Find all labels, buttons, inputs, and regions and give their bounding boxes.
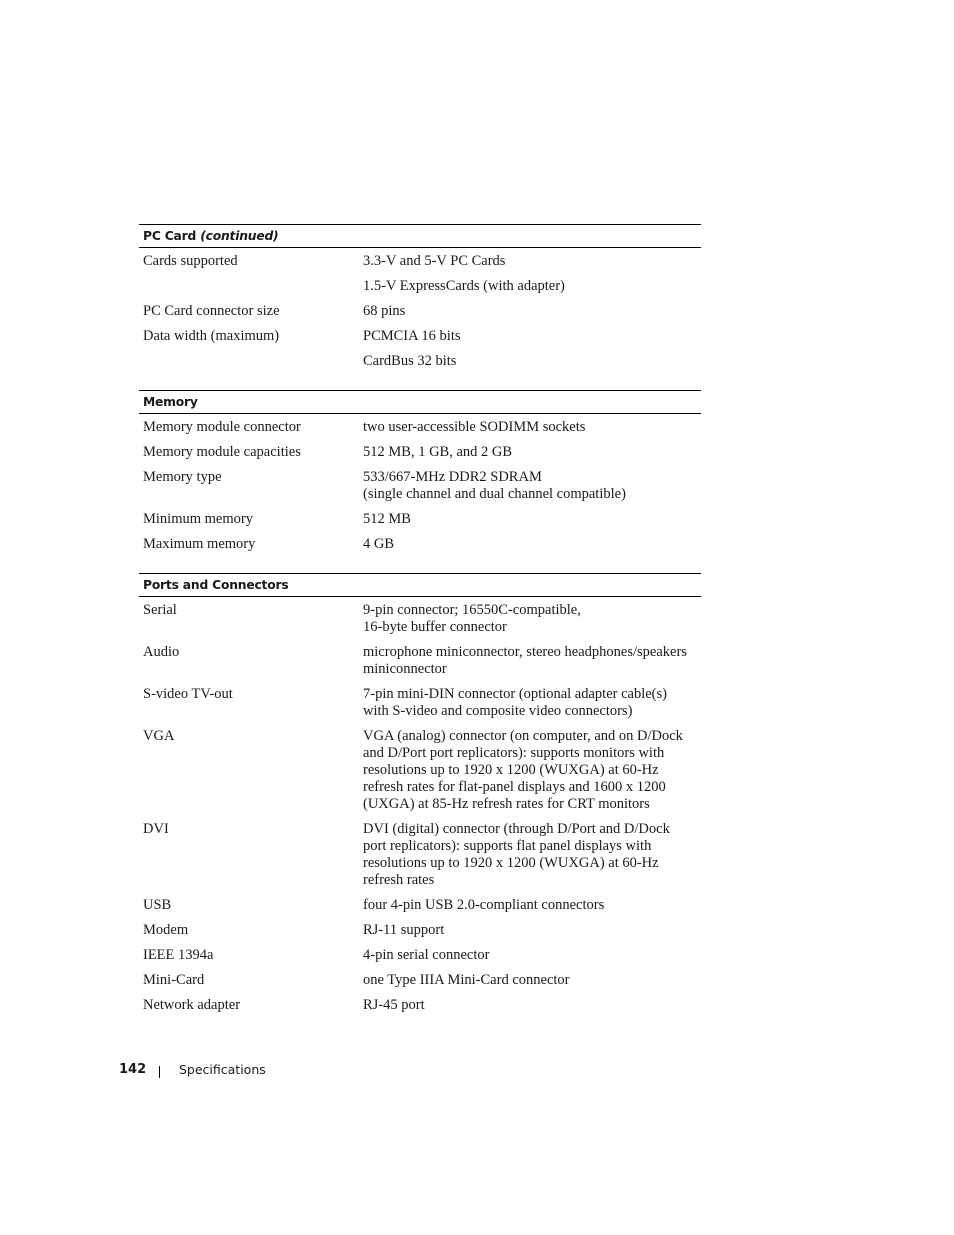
spec-value-paragraph	[363, 278, 701, 295]
spec-value-line: microphone miniconnector, stereo headphones/speakers	[363, 644, 687, 660]
spec-label: DVI	[143, 821, 169, 837]
spec-value-line: (UXGA) at 85-Hz refresh rates for CRT monitors	[363, 796, 650, 812]
spec-row	[139, 642, 701, 684]
spec-value-line: RJ-11 support	[363, 922, 445, 938]
spec-label: Network adapter	[143, 997, 241, 1013]
spec-value-line: four 4-pin USB 2.0-compliant connectors	[363, 897, 605, 913]
spec-value	[363, 686, 701, 720]
spec-value-line: 512 MB	[363, 511, 411, 527]
spec-value-line: and D/Port port replicators): supports monitors with	[363, 745, 665, 761]
spec-value-line: with S-video and composite video connectors)	[363, 703, 633, 719]
section-title: Memory	[143, 395, 198, 409]
spec-row	[139, 417, 701, 442]
section-rows	[139, 597, 701, 1034]
spec-row	[139, 534, 701, 559]
spec-value-paragraph	[363, 444, 701, 461]
spec-value-line: 512 MB, 1 GB, and 2 GB	[363, 444, 513, 460]
spec-value-line: refresh rates for flat-panel displays and 1600 x 1200	[363, 779, 666, 795]
footer-section-title: Specifications	[179, 1062, 266, 1077]
spec-value-paragraph	[363, 253, 701, 270]
spec-value	[363, 728, 701, 813]
spec-label: VGA	[143, 728, 175, 744]
section-rows	[139, 248, 701, 390]
spec-value-line: VGA (analog) connector (on computer, and on D/Dock	[363, 728, 683, 744]
page-footer	[119, 1061, 266, 1079]
spec-label: Cards supported	[143, 253, 238, 269]
spec-value	[363, 303, 701, 320]
spec-value	[363, 821, 701, 889]
spec-row	[139, 920, 701, 945]
spec-value-paragraph	[363, 728, 701, 813]
spec-value-paragraph	[363, 353, 701, 370]
spec-value-paragraph	[363, 922, 701, 939]
spec-value-paragraph	[363, 511, 701, 528]
spec-row	[139, 442, 701, 467]
spec-value-line: port replicators): supports flat panel displays with	[363, 838, 652, 854]
section-title: PC Card	[143, 229, 197, 243]
spec-value	[363, 947, 701, 964]
spec-value-line: resolutions up to 1920 x 1200 (WUXGA) at 60-Hz	[363, 855, 659, 871]
spec-value	[363, 253, 701, 295]
spec-label: IEEE 1394a	[143, 947, 214, 963]
section-header	[139, 573, 701, 597]
spec-label: Serial	[143, 602, 177, 618]
spec-value-line: CardBus 32 bits	[363, 353, 457, 369]
spec-label: S-video TV-out	[143, 686, 233, 702]
spec-value-line: miniconnector	[363, 661, 447, 677]
spec-value	[363, 469, 701, 503]
spec-value-paragraph	[363, 536, 701, 553]
spec-value-line: 533/667-MHz DDR2 SDRAM	[363, 469, 542, 485]
spec-value-paragraph	[363, 644, 701, 678]
spec-value-line: two user-accessible SODIMM sockets	[363, 419, 586, 435]
spec-value-line: 4 GB	[363, 536, 395, 552]
page-number: 142	[119, 1062, 147, 1077]
spec-value	[363, 644, 701, 678]
spec-label: Data width (maximum)	[143, 328, 280, 344]
spec-value	[363, 328, 701, 370]
spec-value-line: one Type IIIA Mini-Card connector	[363, 972, 570, 988]
spec-row	[139, 995, 701, 1020]
spec-value	[363, 536, 701, 553]
spec-value	[363, 602, 701, 636]
spec-value	[363, 897, 701, 914]
spec-value-paragraph	[363, 972, 701, 989]
spec-value	[363, 997, 701, 1014]
footer-separator	[159, 1066, 160, 1078]
spec-row	[139, 684, 701, 726]
spec-value-line: 3.3-V and 5-V PC Cards	[363, 253, 506, 269]
spec-value-paragraph	[363, 686, 701, 720]
spec-label: Minimum memory	[143, 511, 253, 527]
spec-row	[139, 301, 701, 326]
spec-value-paragraph	[363, 303, 701, 320]
spec-row	[139, 945, 701, 970]
spec-value-paragraph	[363, 328, 701, 345]
spec-row	[139, 726, 701, 819]
spec-value-paragraph	[363, 602, 701, 636]
spec-value-paragraph	[363, 419, 701, 436]
spec-value-line: PCMCIA 16 bits	[363, 328, 461, 344]
spec-row	[139, 970, 701, 995]
spec-value	[363, 444, 701, 461]
spec-value-line: (single channel and dual channel compatible)	[363, 486, 626, 502]
spec-value-paragraph	[363, 897, 701, 914]
spec-label: PC Card connector size	[143, 303, 280, 319]
spec-row	[139, 819, 701, 895]
spec-value	[363, 972, 701, 989]
section-header	[139, 390, 701, 414]
spec-row	[139, 251, 701, 301]
spec-label: Maximum memory	[143, 536, 256, 552]
spec-value-line: refresh rates	[363, 872, 435, 888]
spec-value	[363, 922, 701, 939]
spec-value-line: 9-pin connector; 16550C-compatible,	[363, 602, 581, 618]
spec-row	[139, 600, 701, 642]
spec-label: Mini-Card	[143, 972, 205, 988]
spec-value-line: 68 pins	[363, 303, 406, 319]
spec-value-line: 7-pin mini-DIN connector (optional adapter cable(s)	[363, 686, 667, 702]
spec-value-line: DVI (digital) connector (through D/Port and D/Dock	[363, 821, 670, 837]
spec-value-paragraph	[363, 947, 701, 964]
spec-value-line: 16-byte buffer connector	[363, 619, 507, 635]
section-title: Ports and Connectors	[143, 578, 289, 592]
spec-value-paragraph	[363, 821, 701, 889]
spec-value	[363, 419, 701, 436]
spec-row	[139, 467, 701, 509]
spec-row	[139, 895, 701, 920]
spec-value-line: 1.5-V ExpressCards (with adapter)	[363, 278, 565, 294]
spec-value-paragraph	[363, 997, 701, 1014]
section-title-suffix: (continued)	[200, 229, 279, 243]
spec-table	[139, 224, 701, 1034]
spec-label: USB	[143, 897, 172, 913]
spec-value	[363, 511, 701, 528]
spec-label: Audio	[143, 644, 180, 660]
spec-label: Modem	[143, 922, 189, 938]
section-header	[139, 224, 701, 248]
spec-value-line: 4-pin serial connector	[363, 947, 490, 963]
spec-value-line: resolutions up to 1920 x 1200 (WUXGA) at 60-Hz	[363, 762, 659, 778]
spec-label: Memory module connector	[143, 419, 301, 435]
spec-row	[139, 509, 701, 534]
spec-row	[139, 326, 701, 376]
section-rows	[139, 414, 701, 573]
spec-value-paragraph	[363, 469, 701, 503]
spec-value-line: RJ-45 port	[363, 997, 425, 1013]
spec-label: Memory module capacities	[143, 444, 301, 460]
spec-label: Memory type	[143, 469, 222, 485]
